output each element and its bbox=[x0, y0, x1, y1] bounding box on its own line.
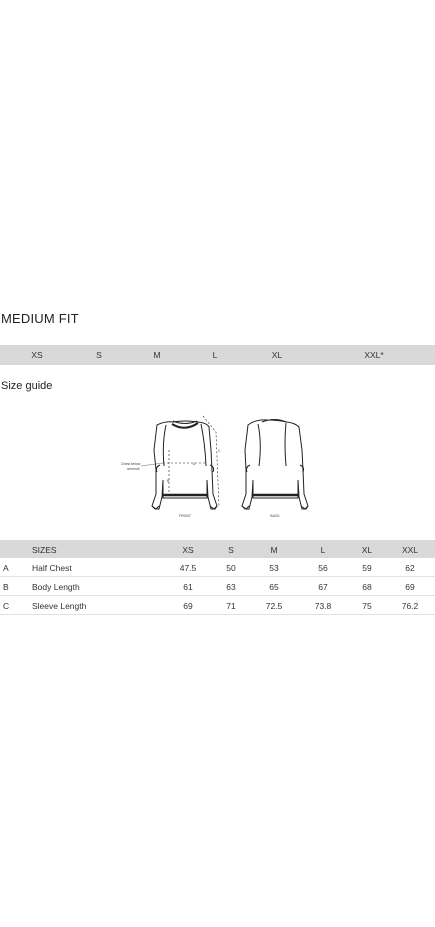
front-sweatshirt-illustration bbox=[152, 416, 219, 509]
value-m: 72.5 bbox=[265, 601, 283, 611]
value-s: 50 bbox=[226, 563, 236, 573]
row-letter: A bbox=[3, 563, 9, 573]
marker-a: A bbox=[193, 462, 196, 466]
value-xxl: 76.2 bbox=[401, 601, 419, 611]
size-xl: XL bbox=[271, 350, 283, 360]
header-m: M bbox=[270, 545, 278, 555]
size-guide-title: Size guide bbox=[1, 380, 53, 392]
value-m: 65 bbox=[269, 582, 279, 592]
value-l: 67 bbox=[318, 582, 328, 592]
value-xxl: 69 bbox=[405, 582, 415, 592]
garment-diagram bbox=[115, 410, 325, 522]
back-label: BACK bbox=[270, 514, 280, 518]
marker-c: C bbox=[218, 449, 221, 453]
row-name: Sleeve Length bbox=[32, 601, 87, 611]
header-xs: XS bbox=[182, 545, 194, 555]
size-s: S bbox=[96, 350, 102, 360]
back-sweatshirt-illustration bbox=[242, 420, 308, 510]
value-s: 71 bbox=[226, 601, 236, 611]
table-row bbox=[0, 596, 435, 615]
value-m: 53 bbox=[269, 563, 279, 573]
value-xs: 61 bbox=[183, 582, 193, 592]
value-xxl: 62 bbox=[405, 563, 415, 573]
chest-note-line1: Chest below bbox=[121, 462, 141, 466]
size-xs: XS bbox=[31, 350, 43, 360]
size-bar bbox=[0, 345, 435, 365]
table-row bbox=[0, 558, 435, 577]
value-xl: 59 bbox=[362, 563, 372, 573]
value-xl: 75 bbox=[362, 601, 372, 611]
header-sizes: SIZES bbox=[32, 545, 57, 555]
table-row bbox=[0, 577, 435, 596]
marker-b: B bbox=[167, 479, 170, 483]
size-table bbox=[0, 540, 435, 615]
header-xl: XL bbox=[361, 545, 373, 555]
value-xl: 68 bbox=[362, 582, 372, 592]
value-l: 56 bbox=[318, 563, 328, 573]
row-name: Half Chest bbox=[32, 563, 72, 573]
front-label: FRONT bbox=[178, 514, 192, 518]
value-l: 73.8 bbox=[314, 601, 332, 611]
row-name: Body Length bbox=[32, 582, 80, 592]
size-m: M bbox=[153, 350, 161, 360]
value-xs: 47.5 bbox=[179, 563, 197, 573]
value-xs: 69 bbox=[183, 601, 193, 611]
row-letter: C bbox=[3, 601, 10, 611]
header-xxl: XXL bbox=[401, 545, 419, 555]
row-letter: B bbox=[3, 582, 9, 592]
size-xxl: XXL* bbox=[364, 350, 384, 360]
fit-title: MEDIUM FIT bbox=[1, 311, 79, 326]
header-l: L bbox=[320, 545, 326, 555]
header-s: S bbox=[228, 545, 234, 555]
table-header-row bbox=[0, 540, 435, 558]
size-l: L bbox=[212, 350, 218, 360]
chest-note-line2: armhole bbox=[127, 467, 140, 471]
value-s: 63 bbox=[226, 582, 236, 592]
